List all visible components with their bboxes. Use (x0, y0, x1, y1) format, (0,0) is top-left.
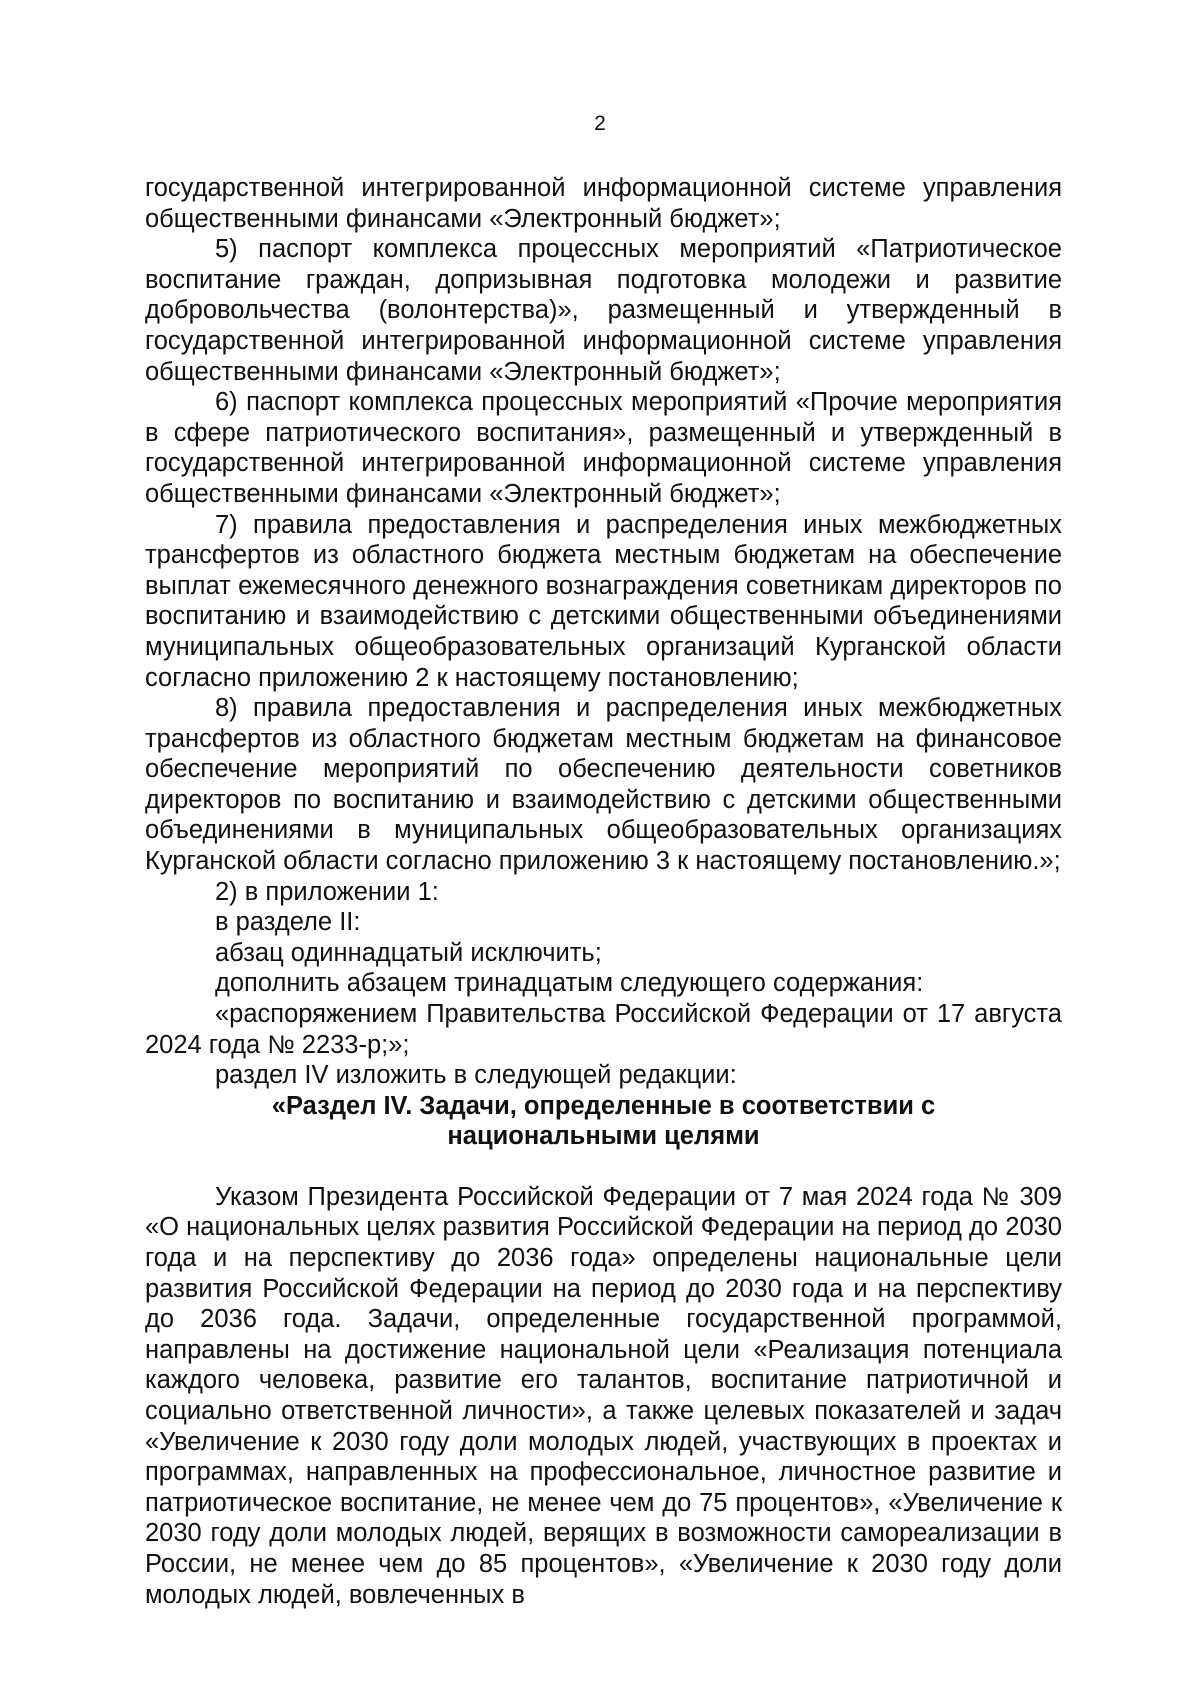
document-body (145, 173, 1062, 1610)
spacer (145, 1151, 1062, 1182)
paragraph-appendix-1: 2) в приложении 1: (215, 877, 439, 906)
paragraph-exclude: абзац одиннадцатый исключить; (215, 938, 602, 967)
paragraph-item-8: 8) правила предоставления и распределения иных межбюджетных трансфертов из областного бюджетам местным бюджетам на финансовое обеспечение мероприятий по обеспечению деятельности советников директоров по воспитанию и взаимодействию с детскими общественными объединениями в муниципальных общеобразовательных организациях Курганской области согласно приложению 3 к настоящему постановлению.»; (145, 694, 1062, 876)
paragraph-item-7: 7) правила предоставления и распределения иных межбюджетных трансфертов из областного бюджета местным бюджетам на обеспечение выплат ежемесячного денежного вознаграждения советникам директоров по воспитанию и взаимодействию с детскими общественными объединениями муниципальных общеобразовательных организаций Курганской области согласно приложению 2 к настоящему постановлению; (145, 510, 1062, 692)
page-number: 2 (594, 112, 606, 135)
paragraph-continuation: государственной интегрированной информационной системе управления общественными финансами «Электронный бюджет»; (145, 174, 1062, 233)
paragraph-order-quote: «распоряжением Правительства Российской Федерации от 17 августа 2024 года № 2233-р;»; (145, 1000, 1062, 1059)
paragraph-decree: Указом Президента Российской Федерации от 7 мая 2024 года № 309 «О национальных целях развития Российской Федерации на период до 2030 года и на перспективу до 2036 года» определены национальные цели развития Российской Федерации на период до 2030 года и на перспективу до 2036 года. Задачи, определенные государственной программой, направлены на достижение национальной цели «Реализация потенциала каждого человека, развитие его талантов, воспитание патриотичной и социально ответственной личности», а также целевых показателей и задач «Увеличение к 2030 году доли молодых людей, участвующих в проектах и программах, направленных на профессиональное, личностное развитие и патриотическое воспитание, не менее чем до 75 процентов», «Увеличение к 2030 году доли молодых людей, верящих в возможности самореализации в России, не менее чем до 85 процентов», «Увеличение к 2030 году доли молодых людей, вовлеченных в (145, 1182, 1062, 1609)
paragraph-item-5: 5) паспорт комплекса процессных мероприятий «Патриотическое воспитание граждан, допризывная подготовка молодежи и развитие добровольчества (волонтерства)», размещенный и утвержденный в государственной интегрированной информационной системе управления общественными финансами «Электронный бюджет»; (145, 235, 1062, 386)
paragraph-supplement: дополнить абзацем тринадцатым следующего содержания: (215, 969, 924, 998)
paragraph-section-2: в разделе II: (215, 908, 361, 937)
section-heading: «Раздел IV. Задачи, определенные в соответствии с национальными целями (271, 1091, 936, 1150)
paragraph-section-4-intro: раздел IV изложить в следующей редакции: (215, 1061, 737, 1090)
paragraph-item-6: 6) паспорт комплекса процессных мероприятий «Прочие мероприятия в сфере патриотического воспитания», размещенный и утвержденный в государственной интегрированной информационной системе управления общественными финансами «Электронный бюджет»; (145, 388, 1062, 508)
